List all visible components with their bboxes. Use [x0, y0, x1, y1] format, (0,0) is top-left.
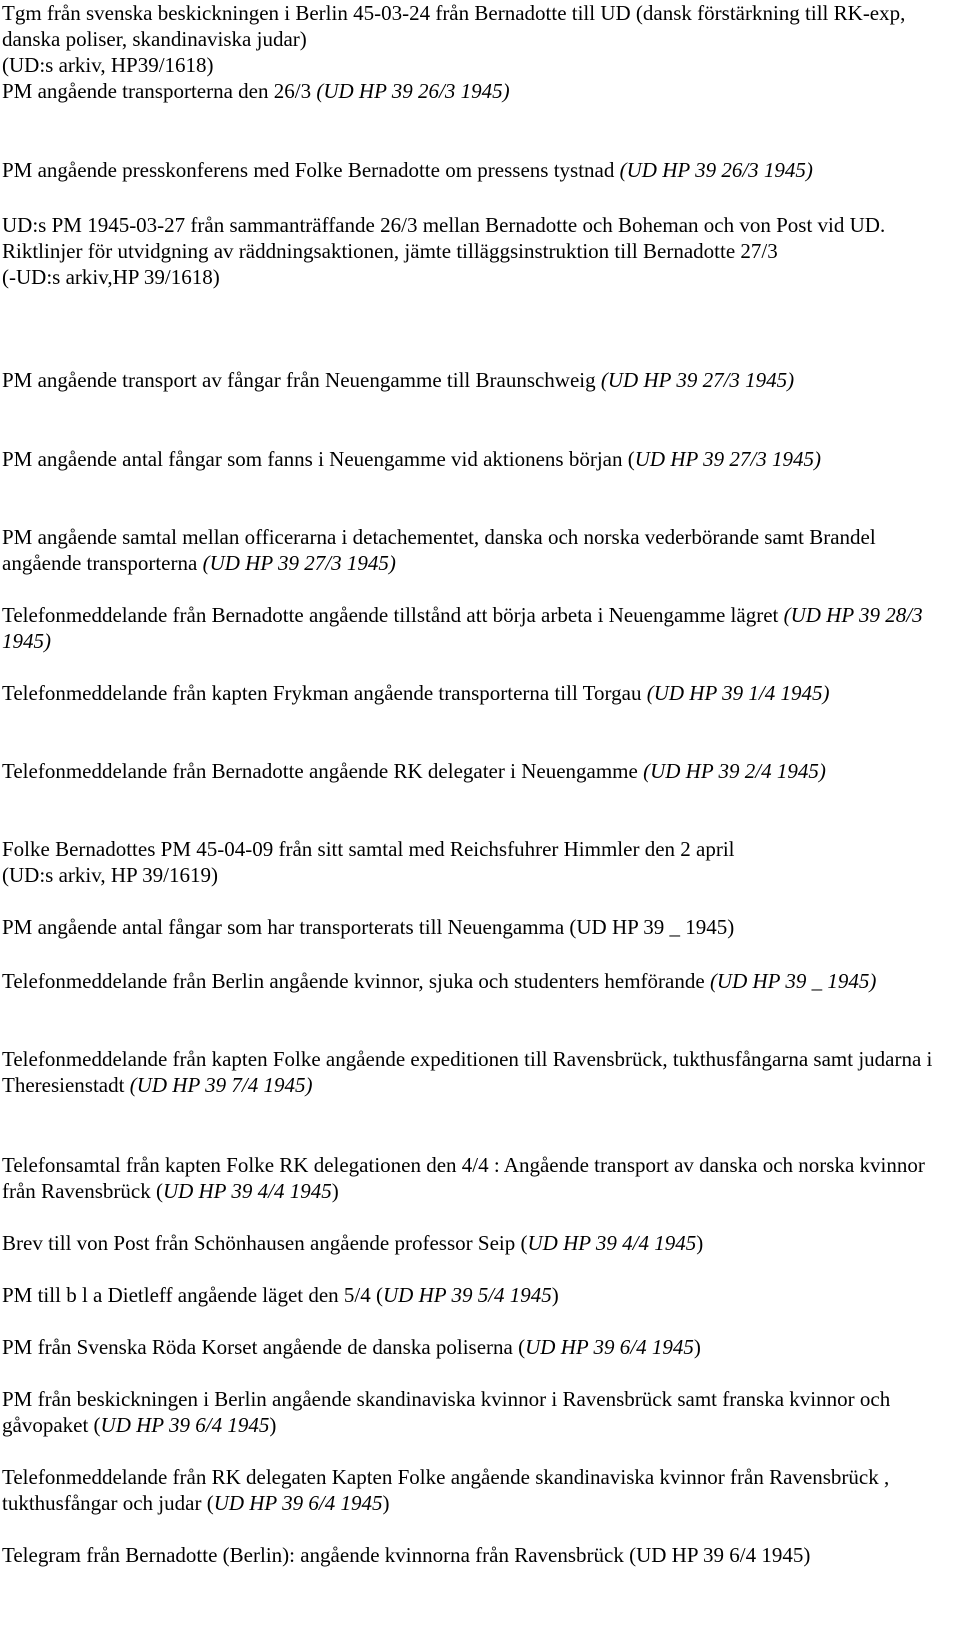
entry-2 — [2, 78, 952, 104]
entry-reference: (UD HP 39 27/3 1945) — [202, 551, 396, 575]
entry-archive-ref: (UD:s arkiv, HP 39/1619) — [2, 863, 219, 887]
entry-20 — [2, 1464, 952, 1516]
entry-text: Folke Bernadottes PM 45-04-09 från sitt samtal med Reichsfuhrer Himmler den 2 april — [2, 837, 735, 861]
entry-reference: UD HP 39 4/4 1945 — [162, 1179, 332, 1203]
entry-1 — [2, 0, 952, 78]
entry-text: UD:s PM 1945-03-27 från sammanträffande 26/3 mellan Bernadotte och Boheman och von Post vid UD. Riktlinjer för utvidgning av räddningsaktionen, jämte tilläggsinstruktion till Bernadotte 27/3 — [2, 213, 886, 263]
entry-8 — [2, 602, 952, 654]
entry-19 — [2, 1386, 952, 1438]
entry-text: Telefonmeddelande från kapten Folke angående expeditionen till Ravensbrück, tukthusfångarna samt judarna i Theresienstadt — [2, 1047, 933, 1097]
entry-18 — [2, 1334, 952, 1360]
entry-reference: (UD HP 39 27/3 1945) — [600, 368, 795, 392]
entry-text: PM angående transporterna den 26/3 — [2, 79, 317, 103]
entry-12 — [2, 914, 952, 940]
entry-reference: (UD HP 39 26/3 1945) — [619, 158, 813, 182]
entry-9 — [2, 680, 952, 706]
entry-tail: ) — [696, 1231, 704, 1255]
entry-10 — [2, 758, 952, 784]
entry-text: Telegram från Bernadotte (Berlin): angående kvinnorna från Ravensbrück (UD HP 39 6/4 1945) — [2, 1543, 811, 1567]
entry-14 — [2, 1046, 952, 1098]
entry-reference: (UD HP 39 2/4 1945) — [643, 759, 826, 783]
entry-archive-ref: (UD:s arkiv, HP39/1618) — [2, 53, 214, 77]
entry-text: Telefonmeddelande från Berlin angående kvinnor, sjuka och studenters hemförande — [2, 969, 710, 993]
entry-reference: UD HP 39 5/4 1945 — [383, 1283, 552, 1307]
entry-7 — [2, 524, 952, 576]
entry-4 — [2, 212, 952, 290]
entry-text: PM angående antal fångar som har transporterats till Neuengamma (UD HP 39 _ 1945) — [2, 915, 735, 939]
entry-15 — [2, 1152, 952, 1204]
entry-reference: UD HP 39 6/4 1945 — [525, 1335, 694, 1359]
entry-archive-ref: (-UD:s arkiv,HP 39/1618) — [2, 265, 220, 289]
entry-tail: ) — [269, 1413, 277, 1437]
entry-text: Tgm från svenska beskickningen i Berlin 45-03-24 från Bernadotte till UD (dansk förstärkning till RK-exp, danska poliser, skandinaviska judar) — [2, 1, 906, 51]
entry-text: PM angående antal fångar som fanns i Neuengamme vid aktionens början ( — [2, 447, 635, 471]
entry-21 — [2, 1542, 952, 1568]
entry-17 — [2, 1282, 952, 1308]
entry-text: PM till b l a Dietleff angående läget den 5/4 ( — [2, 1283, 384, 1307]
entry-text: PM angående samtal mellan officerarna i detachementet, danska och norska vederbörande samt Brandel angående transporterna — [2, 525, 876, 575]
entry-text: PM från beskickningen i Berlin angående skandinaviska kvinnor i Ravensbrück samt franska kvinnor och gåvopaket ( — [2, 1387, 891, 1437]
entry-6 — [2, 446, 952, 472]
entry-reference: UD HP 39 6/4 1945 — [100, 1413, 270, 1437]
entry-tail: ) — [693, 1335, 701, 1359]
entry-reference: UD HP 39 27/3 1945) — [634, 447, 822, 471]
entry-text: PM från Svenska Röda Korset angående de danska poliserna ( — [2, 1335, 526, 1359]
entry-tail: ) — [382, 1491, 390, 1515]
entry-13 — [2, 968, 952, 994]
entry-tail: ) — [331, 1179, 339, 1203]
entry-reference: UD HP 39 4/4 1945 — [527, 1231, 697, 1255]
entry-text: Brev till von Post från Schönhausen angående professor Seip ( — [2, 1231, 528, 1255]
entry-5 — [2, 367, 952, 393]
entry-text: Telefonmeddelande från kapten Frykman angående transporterna till Torgau — [2, 681, 647, 705]
entry-text: PM angående transport av fångar från Neuengamme till Braunschweig — [2, 368, 601, 392]
entry-16 — [2, 1230, 952, 1256]
entry-text: Telefonmeddelande från Bernadotte angående RK delegater i Neuengamme — [2, 759, 644, 783]
entry-tail: ) — [551, 1283, 559, 1307]
entry-text: PM angående presskonferens med Folke Bernadotte om pressens tystnad — [2, 158, 620, 182]
entry-11 — [2, 836, 952, 888]
entry-reference: (UD HP 39 26/3 1945) — [316, 79, 510, 103]
entry-reference: UD HP 39 6/4 1945 — [213, 1491, 383, 1515]
entry-text: Telefonsamtal från kapten Folke RK delegationen den 4/4 : Angående transport av danska och norska kvinnor från Ravensbrück ( — [2, 1153, 925, 1203]
entry-text: Telefonmeddelande från RK delegaten Kapten Folke angående skandinaviska kvinnor från Ravensbrück , tukthusfångar och judar ( — [2, 1465, 890, 1515]
entry-text: Telefonmeddelande från Bernadotte angående tillstånd att börja arbeta i Neuengamme lägret — [2, 603, 784, 627]
entry-3 — [2, 157, 952, 183]
entry-reference: (UD HP 39 28/3 1945) — [2, 603, 923, 653]
entry-reference: (UD HP 39 _ 1945) — [709, 969, 877, 993]
entry-reference: (UD HP 39 7/4 1945) — [129, 1073, 313, 1097]
entry-reference: (UD HP 39 1/4 1945) — [646, 681, 830, 705]
